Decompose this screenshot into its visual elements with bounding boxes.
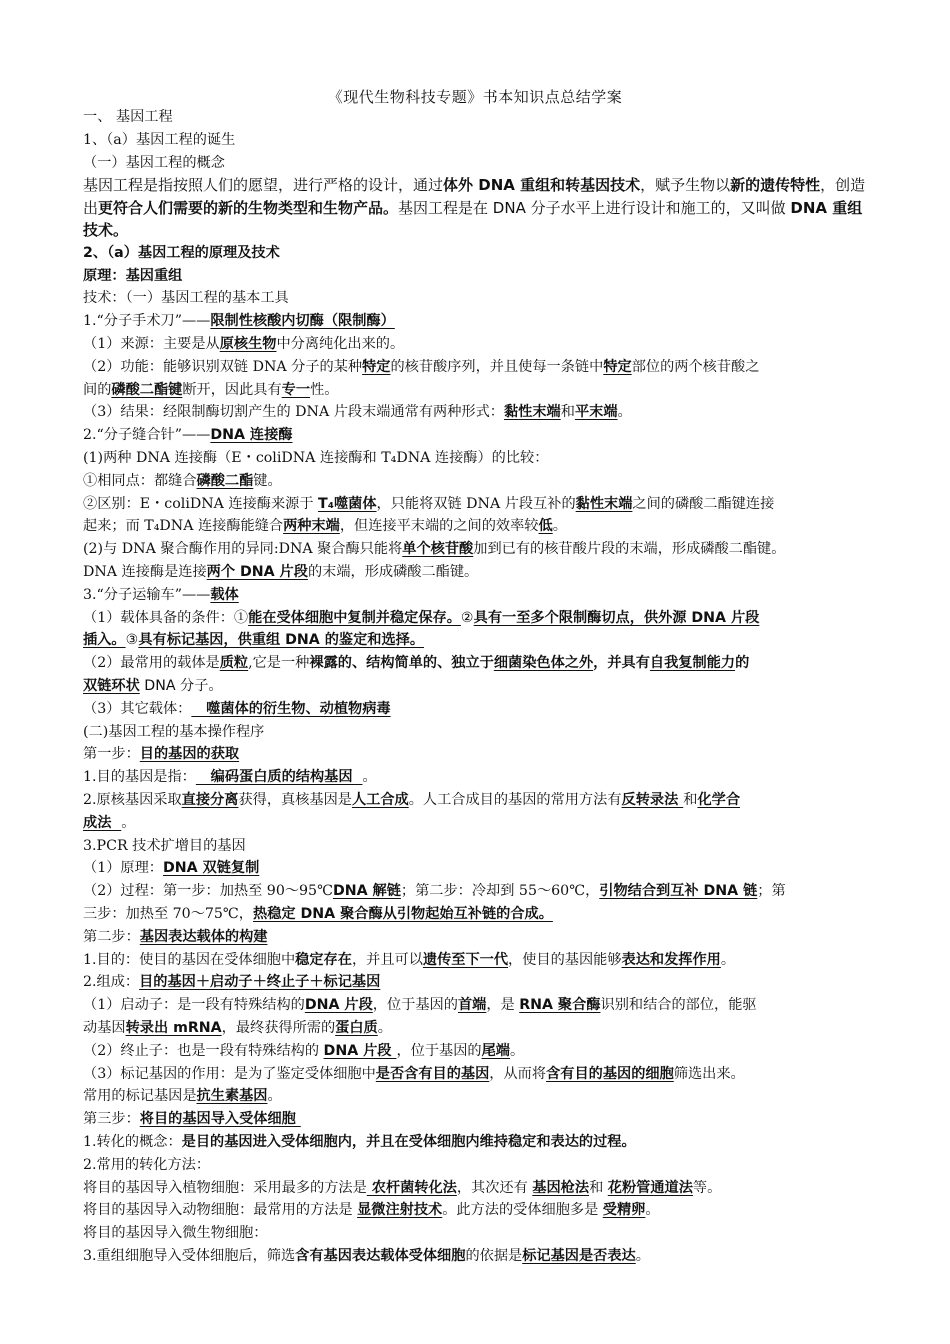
text-line [83,1131,873,1154]
underlined-answer: 热稳定 DNA 聚合酶从引物起始互补链的合成。 [253,906,553,922]
bold-text: 稳定存在 [295,951,352,968]
underlined-answer: 平末端 [574,404,618,421]
bold-text: ，并具有 [593,655,650,672]
text-line [83,1177,873,1200]
subheading-procedure: (二)基因工程的基本操作程序 [83,723,265,740]
text-line [83,880,873,903]
underlined-answer: 直接分离 [181,792,239,809]
text-run: 起来；而 T₄DNA 连接酶能缝合 [83,518,284,535]
text-line [83,675,873,698]
text-line [83,766,873,789]
text-line: 3.PCR 技术扩增目的基因 [83,837,246,854]
text-line [83,857,873,880]
underlined-answer: 自我复制能力 [649,655,736,672]
underlined-answer: 磷酸二酯 [196,472,254,489]
text-run: ，只能将双链 DNA 片段互补的 [376,495,576,512]
text-line [83,401,873,424]
bold-text: 裸露的、结构简单的、独立于 [309,655,494,672]
text-run: 1.目的：使目的基因在受体细胞中 [83,951,296,968]
tool-1-heading [83,310,873,333]
text-run: 部位的两个核苷酸之 [631,358,760,375]
underlined-answer: 转录出 mRNA [125,1019,222,1036]
text-run: 1.“分子手术刀”—— [83,313,211,330]
text-run: 。 [267,1088,282,1105]
underlined-answer: 反转录法 [621,792,684,809]
underlined-answer: 细菌染色体之外 [493,655,594,672]
text-run: （2）过程：第一步：加热至 90～95℃ [83,883,333,900]
text-run: ，但连接平末端的之间的效率较 [339,518,539,535]
text-line [83,493,873,516]
text-run: 1.目的基因是指： [83,769,196,786]
underlined-answer: 黏性末端 [575,495,633,512]
principle-line: 原理：基因重组 [83,267,183,284]
text-run: 之间的磷酸二酯键连接 [632,495,775,512]
underlined-answer: 质粒 [219,655,249,672]
text-line [83,356,873,379]
underlined-answer: 表达和发挥作用 [621,951,721,968]
text-run: 性。 [310,381,339,398]
text-run: 第一步： [83,746,140,763]
text-run: （2）终止子：也是一段有特殊结构的 [83,1042,324,1059]
underlined-answer: 成法 [83,814,122,831]
bold-text: 体外 DNA 重组和转基因技术 [443,176,641,195]
text-run: 键。 [253,472,282,489]
text-line [83,561,873,584]
text-run: 将目的基因导入植物细胞：采用最多的方法是 [83,1179,367,1196]
tool-2-heading [83,424,873,447]
underlined-answer: 目的基因的获取 [139,746,240,763]
text-line [83,652,873,675]
underlined-answer: 农杆菌转化法 [366,1179,457,1196]
text-run: 加到已有的核苷酸片段的末端，形成磷酸二酯键。 [473,541,786,558]
text-line [83,1245,873,1268]
text-run: 。人工合成目的基因的常用方法有 [408,792,622,809]
text-run: ，位于基因的 [396,1042,482,1059]
underlined-answer: 专一 [281,381,311,398]
text-run: （1）载体具备的条件：① [83,609,249,626]
tool-3-heading [83,584,873,607]
underlined-answer: 化学合 [697,792,741,809]
text-line: 2.常用的转化方法： [83,1156,211,1173]
step-1-heading [83,743,873,766]
text-run: 断开，因此具有 [182,381,282,398]
text-line [83,379,873,402]
bold-text: 是目的基因进入受体细胞内，并且在受体细胞内维持稳定和表达的过程。 [181,1133,636,1150]
underlined-answer: 编码蛋白质的结构基因 [195,769,363,786]
bold-text: 含有基因表达载体受体细胞 [295,1247,466,1264]
underlined-answer: 具有标记基因，供重组 DNA 的鉴定和选择。 [138,632,425,649]
text-run: ，是 [486,997,520,1014]
subheading-principle-technique: 2、（a）基因工程的原理及技术 [83,244,280,261]
text-line: 将目的基因导入微生物细胞： [83,1225,268,1242]
bold-text: 新的遗传特性 [730,176,821,195]
underlined-answer: DNA 双链复制 [162,860,260,877]
text-run: DNA 分子。 [139,678,223,695]
text-run: 等。 [692,1179,722,1196]
text-line [83,470,873,493]
text-run: 3.重组细胞导入受体细胞后，筛选 [83,1247,296,1264]
text-run: （3）标记基因的作用：是为了鉴定受体细胞中 [83,1065,376,1082]
text-run: 。 [377,1019,392,1036]
text-run: 和 [589,1179,608,1196]
text-line [83,789,873,812]
text-run: ，使目的基因能够 [508,951,622,968]
text-run: 基因工程是在 DNA 分子水平上进行设计和施工的，又叫做 [398,198,791,217]
text-run: ② [460,609,474,626]
document-body [83,106,873,1268]
underlined-answer: 双链环状 [83,678,140,695]
text-run: 。 [645,1202,660,1219]
underlined-answer: 两种末端 [283,518,340,535]
underlined-answer: 遗传至下一代 [422,951,509,968]
bold-text: 的 [735,655,750,672]
text-run: ①相同点：都缝合 [83,472,197,489]
text-run: 三步：加热至 70～75℃， [83,906,253,922]
underlined-answer: 显微注射技术 [357,1202,443,1219]
underlined-answer: 插入。 [83,632,126,649]
text-run: DNA 连接酶是连接 [83,564,207,581]
underlined-answer: 花粉管通道法 [607,1179,693,1196]
text-run: 2.原核基因采取 [83,792,182,809]
text-run: 筛选出来。 [673,1065,745,1082]
text-run: （2）功能：能够识别双链 DNA 分子的某种 [83,358,363,375]
underlined-answer: 蛋白质 [335,1019,378,1036]
text-line [83,607,873,630]
text-line [83,903,873,926]
text-line [83,538,873,561]
text-line [83,994,873,1017]
underlined-answer: 将目的基因导入受体细胞 [139,1111,301,1128]
text-run: 的依据是 [465,1247,523,1264]
text-run: 。 [509,1042,525,1059]
text-run: 第三步： [83,1111,140,1128]
text-line [83,971,873,994]
underlined-answer: 是否含有目的基因 [375,1065,490,1082]
underlined-answer: DNA 连接酶 [210,427,293,444]
underlined-answer: 磷酸二酯键 [111,381,183,398]
underlined-answer: 受精卵 [602,1202,646,1219]
text-run: ，位于基因的 [372,997,458,1014]
text-run: （2）最常用的载体是 [83,655,220,672]
text-run: 第二步： [83,928,140,945]
text-run: （3）结果：经限制酶切割产生的 DNA 片段末端通常有两种形式： [83,404,504,421]
text-run: ；第 [757,883,786,900]
text-line [83,949,873,972]
text-run: 。 [121,814,136,831]
underlined-answer: 首端 [457,997,487,1014]
text-run: 和 [560,404,575,421]
underlined-answer: 低 [538,518,553,535]
text-run: 。 [552,518,567,535]
text-run: ，创造出 [83,176,866,217]
underlined-answer: 人工合成 [351,792,409,809]
concept-paragraph [83,174,873,242]
text-run: 1.转化的概念： [83,1133,182,1150]
text-run: 间的 [83,381,112,398]
underlined-answer: 限制性核酸内切酶（限制酶） [210,313,395,330]
text-line [83,629,873,652]
underlined-answer: 两个 DNA 片段 [206,564,308,581]
text-line [83,698,873,721]
text-run: ，赋予生物以 [640,176,731,195]
underlined-answer: 具有一至多个限制酶切点，供外源 DNA 片段 [473,609,760,626]
underlined-answer: 基因表达载体的构建 [139,928,268,945]
technique-line: 技术：（一）基因工程的基本工具 [83,290,289,307]
underlined-answer: 标记基因是否表达 [522,1247,636,1264]
text-line [83,333,873,356]
text-run: ，最终获得所需的 [221,1019,336,1036]
text-line [83,1017,873,1040]
underlined-answer: T₄噬菌体 [318,495,377,512]
text-run: 。 [720,951,736,968]
text-run: ；第二步：冷却到 55～60℃， [400,883,600,900]
text-run: （1）启动子：是一段有特殊结构的 [83,997,305,1014]
text-run: 动基因 [83,1019,126,1036]
text-run: （1）来源：主要是从 [83,336,220,353]
underlined-answer: 引物结合到互补 DNA 链 [599,883,758,900]
subheading-birth: 1、（a）基因工程的诞生 [83,131,236,148]
underlined-answer: 尾端 [481,1042,510,1059]
text-line [83,515,873,538]
section-heading-genetic-engineering: 一、 基因工程 [83,109,173,125]
text-run: ，其次还有 [456,1179,533,1196]
text-run: 识别和结合的部位，能驱 [600,997,757,1014]
text-run: （1）原理： [83,860,163,877]
underlined-answer: 特定 [362,358,391,375]
underlined-answer: 抗生素基因 [196,1088,268,1105]
text-line [83,812,873,835]
text-run: ,它是一种 [248,655,310,672]
underlined-answer: 特定 [603,358,632,375]
text-run: ，从而将 [489,1065,547,1082]
text-run: 常用的标记基因是 [83,1088,197,1105]
underlined-answer: 黏性末端 [503,404,561,421]
text-run: 2.“分子缝合针”—— [83,427,211,444]
underlined-answer: 载体 [210,586,239,603]
text-run: 获得，真核基因是 [238,792,352,809]
step-3-heading [83,1108,873,1131]
text-run: 。 [617,404,632,421]
text-run: 2.组成： [83,974,140,991]
document-title: 《现代生物科技专题》书本知识点总结学案 [327,88,623,106]
text-line [83,1040,873,1063]
text-line: (1)两种 DNA 连接酶（E・coliDNA 连接酶和 T₄DNA 连接酶）的比较： [83,450,549,467]
underlined-answer: DNA 解链 [332,883,401,900]
text-run: 和 [683,792,698,809]
text-line [83,1085,873,1108]
text-run: 中分离纯化出来的。 [276,336,405,353]
text-run: 3.“分子运输车”—— [83,586,211,603]
text-line [83,1063,873,1086]
text-line [83,1199,873,1222]
text-run: 。 [362,769,377,786]
underlined-answer: DNA 片段 [304,997,373,1014]
text-run: ②区别：E・coliDNA 连接酶来源于 [83,495,319,512]
text-run: 的末端，形成磷酸二酯键。 [307,564,479,581]
subheading-concept: （一）基因工程的概念 [83,154,225,171]
bold-text: 更符合人们需要的新的生物类型和生物产品。 [98,198,399,217]
underlined-answer: 能在受体细胞中复制并稳定保存。 [248,609,461,626]
text-run: ，并且可以 [351,951,423,968]
underlined-answer: RNA 聚合酶 [519,997,601,1014]
text-run: 将目的基因导入动物细胞：最常用的方法是 [83,1202,358,1219]
step-2-heading [83,926,873,949]
text-run: （3）其它载体： [83,700,192,717]
text-run: ③ [125,632,139,649]
bold-text: DNA 重组技术。 [83,198,863,240]
text-run: 基因工程是指按照人们的愿望，进行严格的设计，通过 [83,176,444,195]
underlined-answer: DNA 片段 [323,1042,397,1059]
text-run: 。此方法的受体细胞多是 [442,1202,603,1219]
text-run: (2)与 DNA 聚合酶作用的异同:DNA 聚合酶只能将 [83,541,403,558]
underlined-answer: 目的基因＋启动子＋终止子＋标记基因 [139,974,381,991]
underlined-answer: 原核生物 [219,336,277,353]
text-run: 的核苷酸序列，并且使每一条链中 [390,358,604,375]
underlined-answer: 噬菌体的衍生物、动植物病毒 [191,700,391,717]
underlined-answer: 单个核苷酸 [402,541,474,558]
underlined-answer: 基因枪法 [532,1179,590,1196]
text-run: 。 [635,1247,650,1264]
underlined-answer: 含有目的基因的细胞 [546,1065,674,1082]
